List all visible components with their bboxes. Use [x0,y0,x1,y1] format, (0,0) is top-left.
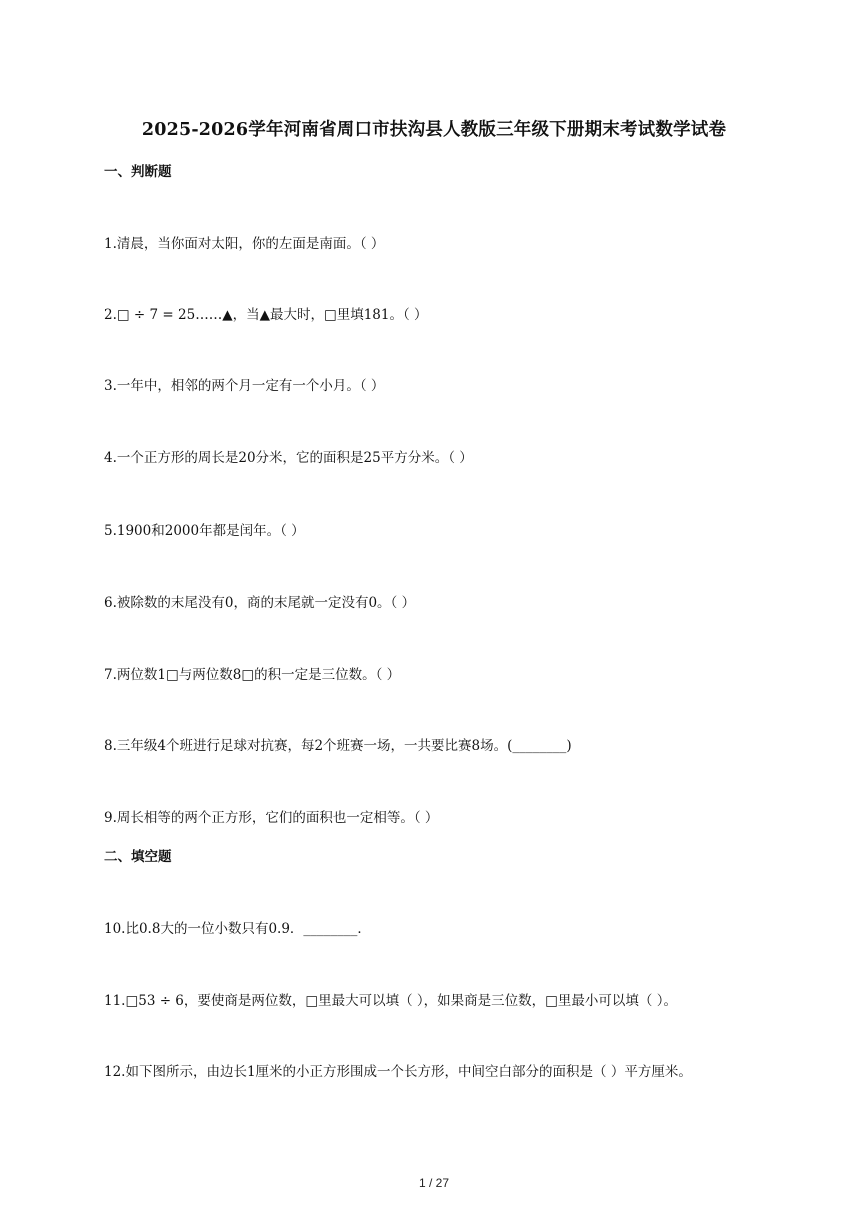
question-8: 8.三年级4个班进行足球对抗赛，每2个班赛一场，一共要比赛8场。(________) [104,738,572,754]
question-4: 4.一个正方形的周长是20分米，它的面积是25平方分米。（ ） [104,450,473,466]
question-12: 12.如下图所示，由边长1厘米的小正方形围成一个长方形，中间空白部分的面积是（ ）平方厘米。 [104,1064,692,1080]
page-number: 1 / 27 [418,1176,450,1190]
document-title: 2025-2026学年河南省周口市扶沟县人教版三年级下册期末考试数学试卷 [141,120,727,140]
question-1: 1.清晨，当你面对太阳，你的左面是南面。（ ） [104,236,385,252]
section-heading-fill-blank: 二、填空题 [104,849,172,865]
section-heading-judgment: 一、判断题 [104,164,172,180]
question-11: 11.□53 ÷ 6，要使商是两位数，□里最大可以填（ ），如果商是三位数，□里最小可以填（ ）。 [104,993,677,1009]
question-6: 6.被除数的末尾没有0，商的末尾就一定没有0。（ ） [104,595,416,611]
question-5: 5.1900和2000年都是闰年。（ ） [104,523,305,539]
question-2: 2.□ ÷ 7 = 25……▲，当▲最大时，□里填181。（ ） [104,307,428,323]
question-7: 7.两位数1□与两位数8□的积一定是三位数。（ ） [104,667,401,683]
question-9: 9.周长相等的两个正方形，它们的面积也一定相等。（ ） [104,810,439,826]
question-3: 3.一年中，相邻的两个月一定有一个小月。（ ） [104,378,385,394]
question-10: 10.比0.8大的一位小数只有0.9．________． [104,921,371,937]
